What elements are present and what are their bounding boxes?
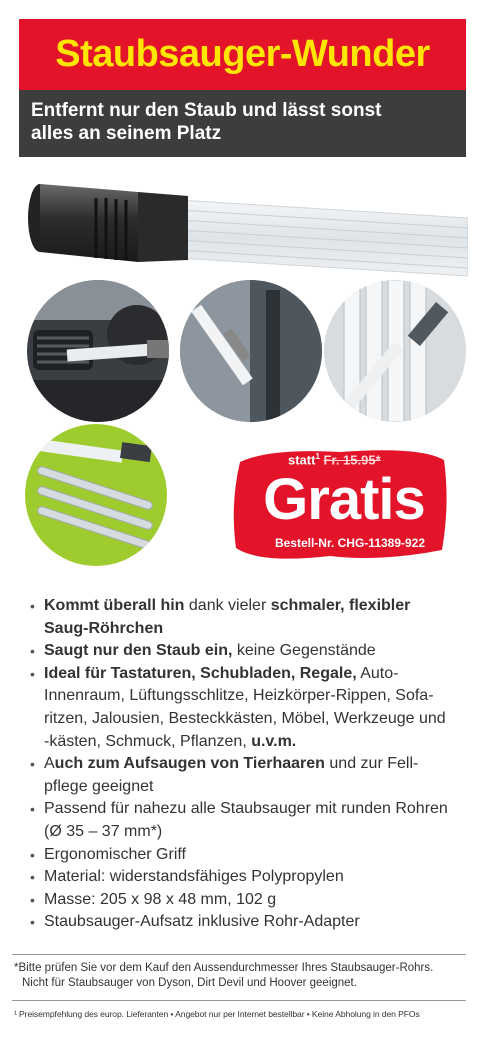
photo-window-frame [180,280,322,422]
photo-cutlery-drawer [25,424,167,566]
old-price-label: statt$^1$ Fr. 15.95* [288,452,381,468]
offer-badge [230,444,450,564]
feature-item: • Masse: 205 x 98 x 48 mm, 102 g [26,889,456,912]
feature-item: • Staubsauger-Aufsatz inklusive Rohr-Adapter [26,911,456,934]
photo-car-interior [27,280,169,422]
old-price: Fr. 15.95* [323,452,381,468]
subtitle-line-1: Entfernt nur den Staub und lässt sonst [31,100,382,121]
feature-item: • Kommt überall hin dank vieler schmaler, flexibler Saug-Röhrchen [26,595,456,640]
product-image [28,178,468,278]
photo-radiator [324,280,466,422]
divider [12,1000,466,1001]
feature-item: • Material: widerstandsfähiges Polypropylen [26,866,456,889]
page-title: Staubsauger-Wunder [55,33,430,75]
feature-item: • Auch zum Aufsaugen von Tierhaaren und zur Fell- pflege geeignet [26,753,456,798]
divider [12,954,466,955]
footnote-line-1: *Bitte prüfen Sie vor dem Kauf den Aussendurchmesser Ihres Staubsauger-Rohrs. [14,962,434,974]
footer-legal: ¹ Preisempfehlung des europ. Lieferanten • Angebot nur per Internet bestellbar • Keine Abholung in den PFOs [14,1009,420,1019]
feature-item: • Passend für nahezu alle Staubsauger mit runden Rohren (Ø 35 – 37 mm*) [26,798,456,843]
feature-item: • Saugt nur den Staub ein, keine Gegenstände [26,640,456,663]
subtitle-banner [19,90,466,157]
title-banner [19,19,466,90]
feature-item: • Ergonomischer Griff [26,844,456,867]
feature-item: • Ideal für Tastaturen, Schubladen, Regale, Auto- Innenraum, Lüftungsschlitze, Heizkörper-Rippen, Sofa- ritzen, Jalousien, Besteckkästen, Möbel, Werkzeuge und -kästen, Schmuck, Pflanzen, u.v.m. [26,663,456,753]
offer-headline: Gratis [263,467,425,532]
feature-list [26,595,456,934]
footnote [14,961,470,991]
subtitle-line-2: alles an seinem Platz [31,123,222,144]
footnote-line-2: Nicht für Staubsauger von Dyson, Dirt Devil und Hoover geeignet. [22,977,357,989]
order-number: Bestell-Nr. CHG-11389-922 [274,536,426,550]
